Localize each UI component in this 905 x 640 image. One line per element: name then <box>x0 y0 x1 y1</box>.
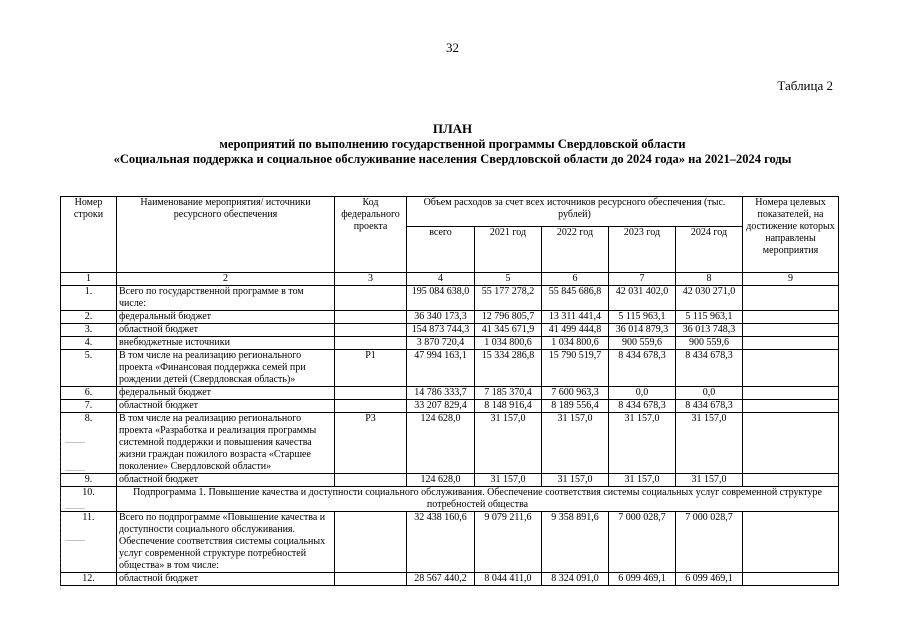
row-code <box>335 286 407 311</box>
row-2023: 8 434 678,3 <box>609 350 676 387</box>
header-project-code: Код федерального проекта <box>335 197 407 273</box>
row-2021: 55 177 278,2 <box>475 286 542 311</box>
row-number: 2. <box>61 311 117 324</box>
table-label: Таблица 2 <box>777 78 833 93</box>
row-2024: 36 013 748,3 <box>676 324 743 337</box>
row-number: 6. <box>61 387 117 400</box>
row-total: 14 786 333,7 <box>407 387 475 400</box>
table-row <box>61 573 839 586</box>
table-row <box>61 474 839 487</box>
row-2023: 8 434 678,3 <box>609 400 676 413</box>
row-code <box>335 387 407 400</box>
row-number: 9. <box>61 474 117 487</box>
header-name: Наименование мероприятия/ источники ресурсного обеспечения <box>117 197 335 273</box>
row-2022: 55 845 686,8 <box>542 286 609 311</box>
margin-stamp <box>60 430 91 590</box>
row-code <box>335 474 407 487</box>
row-number: 7. <box>61 400 117 413</box>
row-2021: 31 157,0 <box>475 474 542 487</box>
row-name: внебюджетные источники <box>117 337 335 350</box>
row-2022: 41 499 444,8 <box>542 324 609 337</box>
row-2021: 15 334 286,8 <box>475 350 542 387</box>
subprogram-row <box>61 487 839 512</box>
table-row <box>61 413 839 474</box>
column-number: 8 <box>676 273 743 286</box>
row-2022: 13 311 441,4 <box>542 311 609 324</box>
row-number: 8. <box>61 413 117 474</box>
row-name: областной бюджет <box>117 324 335 337</box>
row-total: 33 207 829,4 <box>407 400 475 413</box>
row-code <box>335 512 407 573</box>
row-2022: 15 790 519,7 <box>542 350 609 387</box>
row-targets <box>743 474 839 487</box>
row-name: областной бюджет <box>117 474 335 487</box>
row-2024: 7 000 028,7 <box>676 512 743 573</box>
row-2023: 0,0 <box>609 387 676 400</box>
column-number: 9 <box>743 273 839 286</box>
column-number: 2 <box>117 273 335 286</box>
row-total: 3 870 720,4 <box>407 337 475 350</box>
row-2022: 7 600 963,3 <box>542 387 609 400</box>
row-2023: 31 157,0 <box>609 474 676 487</box>
row-2024: 900 559,6 <box>676 337 743 350</box>
row-2021: 8 148 916,4 <box>475 400 542 413</box>
column-number: 7 <box>609 273 676 286</box>
row-targets <box>743 311 839 324</box>
row-2022: 1 034 800,6 <box>542 337 609 350</box>
row-total: 47 994 163,1 <box>407 350 475 387</box>
row-total: 124 628,0 <box>407 413 475 474</box>
row-total: 124 628,0 <box>407 474 475 487</box>
header-2024: 2024 год <box>676 227 743 273</box>
row-2021: 12 796 805,7 <box>475 311 542 324</box>
row-targets <box>743 387 839 400</box>
row-2023: 36 014 879,3 <box>609 324 676 337</box>
row-total: 32 438 160,6 <box>407 512 475 573</box>
row-name: В том числе на реализацию регионального проекта «Разработка и реализация программы системной поддержки и повышения качества жизни граждан пожилого возраста «Старшее поколение» Свердловской области» <box>117 413 335 474</box>
row-2022: 8 324 091,0 <box>542 573 609 586</box>
header-total: всего <box>407 227 475 273</box>
row-number: 1. <box>61 286 117 311</box>
row-2024: 31 157,0 <box>676 474 743 487</box>
row-2021: 41 345 671,9 <box>475 324 542 337</box>
table-row <box>61 387 839 400</box>
row-name: федеральный бюджет <box>117 311 335 324</box>
row-2023: 900 559,6 <box>609 337 676 350</box>
row-2023: 6 099 469,1 <box>609 573 676 586</box>
header-row-number: Номер строки <box>61 197 117 273</box>
row-total: 28 567 440,2 <box>407 573 475 586</box>
table-row <box>61 350 839 387</box>
row-name: федеральный бюджет <box>117 387 335 400</box>
row-2021: 9 079 211,6 <box>475 512 542 573</box>
row-code <box>335 573 407 586</box>
header-targets: Номера целевых показателей, на достижение которых направлены мероприятия <box>743 197 839 273</box>
header-2023: 2023 год <box>609 227 676 273</box>
row-total: 195 084 638,0 <box>407 286 475 311</box>
row-2022: 9 358 891,6 <box>542 512 609 573</box>
column-numbers-row <box>61 273 839 286</box>
row-number: 4. <box>61 337 117 350</box>
row-2022: 31 157,0 <box>542 474 609 487</box>
row-targets <box>743 350 839 387</box>
row-code <box>335 400 407 413</box>
plan-table <box>60 196 839 586</box>
table-row <box>61 400 839 413</box>
row-name: областной бюджет <box>117 573 335 586</box>
row-total: 154 873 744,3 <box>407 324 475 337</box>
row-number: 11. <box>61 512 117 573</box>
row-number: 12. <box>61 573 117 586</box>
row-2024: 0,0 <box>676 387 743 400</box>
table-row <box>61 324 839 337</box>
row-name: Всего по подпрограмме «Повышение качества и доступности социального обслуживания. Обеспечение соответствия системы социальных услуг современной структуре потребностей общества» в том числе: <box>117 512 335 573</box>
row-code <box>335 337 407 350</box>
row-2024: 5 115 963,1 <box>676 311 743 324</box>
row-2021: 7 185 370,4 <box>475 387 542 400</box>
column-number: 5 <box>475 273 542 286</box>
row-name: областной бюджет <box>117 400 335 413</box>
table-row <box>61 311 839 324</box>
table-row <box>61 512 839 573</box>
row-targets <box>743 512 839 573</box>
plan-subtitle-2: «Социальная поддержка и социальное обслуживание населения Свердловской области до 2024 года» на 2021–2024 годы <box>113 152 792 166</box>
page-number: 32 <box>446 40 459 55</box>
plan-subtitle-1: мероприятий по выполнению государственной программы Свердловской области <box>219 137 686 151</box>
row-number: 10. <box>61 487 117 512</box>
row-code <box>335 311 407 324</box>
row-number: 3. <box>61 324 117 337</box>
row-code <box>335 324 407 337</box>
column-number: 4 <box>407 273 475 286</box>
row-2022: 31 157,0 <box>542 413 609 474</box>
row-targets <box>743 324 839 337</box>
row-2022: 8 189 556,4 <box>542 400 609 413</box>
row-2021: 8 044 411,0 <box>475 573 542 586</box>
column-number: 3 <box>335 273 407 286</box>
header-2022: 2022 год <box>542 227 609 273</box>
row-targets <box>743 400 839 413</box>
row-2023: 5 115 963,1 <box>609 311 676 324</box>
row-code: Р1 <box>335 350 407 387</box>
row-2024: 31 157,0 <box>676 413 743 474</box>
header-volume: Объем расходов за счет всех источников ресурсного обеспечения (тыс. рублей) <box>407 197 743 227</box>
row-targets <box>743 413 839 474</box>
subprogram-title: Подпрограмма 1. Повышение качества и доступности социального обслуживания. Обеспечение соответствия системы социальных услуг современной структуре потребностей общества <box>117 487 839 512</box>
row-code: Р3 <box>335 413 407 474</box>
header-2021: 2021 год <box>475 227 542 273</box>
row-targets <box>743 337 839 350</box>
row-2021: 31 157,0 <box>475 413 542 474</box>
row-2023: 31 157,0 <box>609 413 676 474</box>
row-2024: 8 434 678,3 <box>676 350 743 387</box>
row-name: В том числе на реализацию регионального проекта «Финансовая поддержка семей при рождении детей (Свердловская область)» <box>117 350 335 387</box>
row-2024: 8 434 678,3 <box>676 400 743 413</box>
row-number: 5. <box>61 350 117 387</box>
row-targets <box>743 573 839 586</box>
row-name: Всего по государственной программе в том числе: <box>117 286 335 311</box>
column-number: 1 <box>61 273 117 286</box>
column-number: 6 <box>542 273 609 286</box>
table-row <box>61 337 839 350</box>
plan-title: ПЛАН <box>432 121 473 136</box>
row-targets <box>743 286 839 311</box>
row-2023: 7 000 028,7 <box>609 512 676 573</box>
row-2023: 42 031 402,0 <box>609 286 676 311</box>
table-row <box>61 286 839 311</box>
row-2021: 1 034 800,6 <box>475 337 542 350</box>
row-2024: 42 030 271,0 <box>676 286 743 311</box>
row-2024: 6 099 469,1 <box>676 573 743 586</box>
row-total: 36 340 173,3 <box>407 311 475 324</box>
